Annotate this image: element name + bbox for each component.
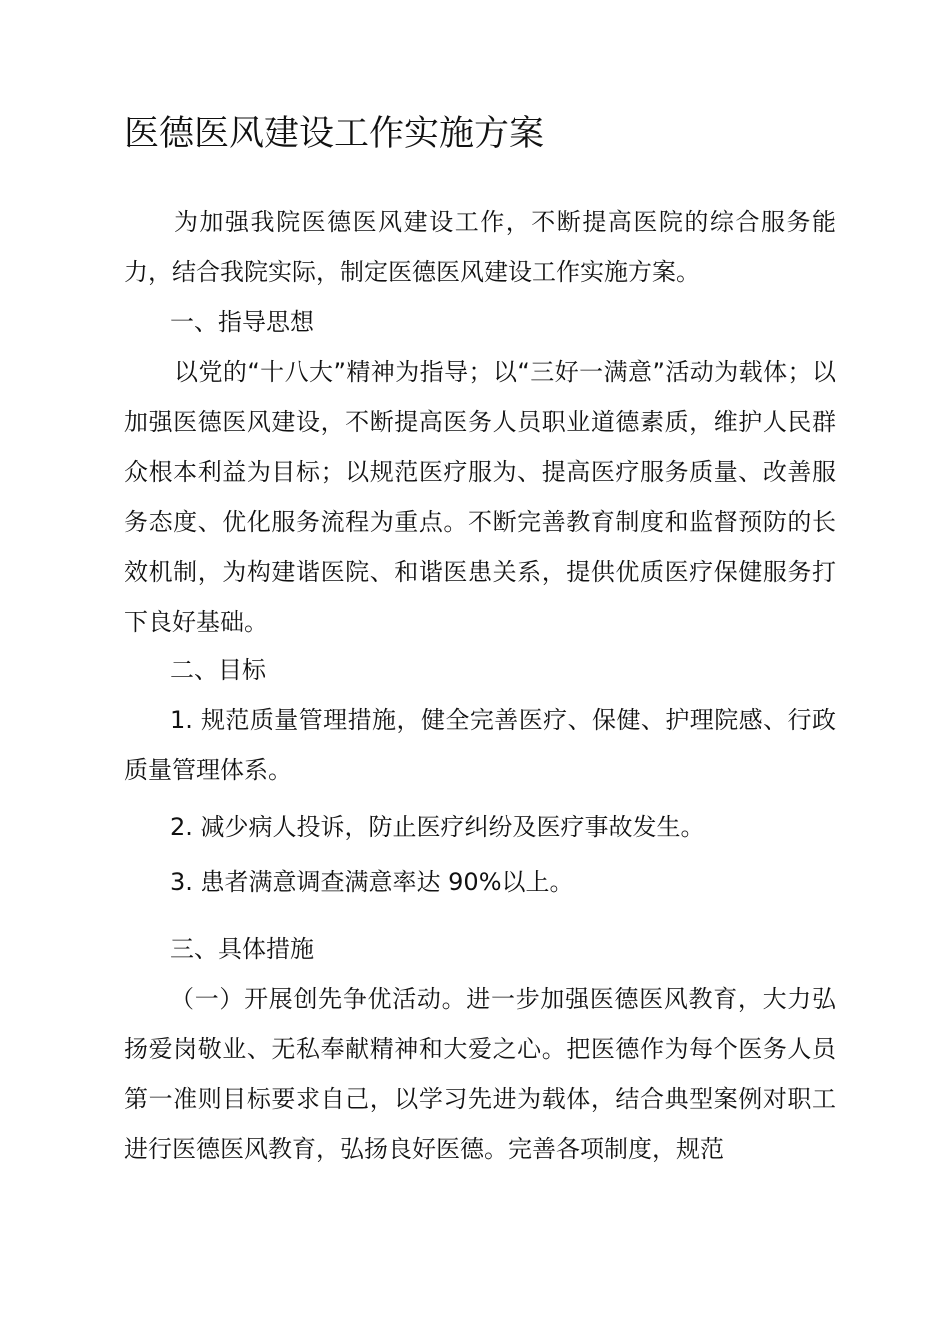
goal-item-3: 3. 患者满意调查满意率达 90%以上。 xyxy=(170,868,574,896)
section-heading-goals: 二、目标 xyxy=(170,656,266,684)
guiding-ideology-paragraph: 以党的“十八大”精神为指导；以“三好一满意”活动为载体；以加强医德医风建设，不断提高医务人员职业道德素质，维护人民群众根本利益为目标；以规范医疗服为、提高医疗服务质量、改善服务态度、优化服务流程为重点。不断完善教育制度和监督预防的长效机制，为构建谐医院、和谐医患关系，提供优质医疗保健服务打下良好基础。 xyxy=(124,358,836,636)
measures-paragraph: （一）开展创先争优活动。进一步加强医德医风教育，大力弘扬爱岗敬业、无私奉献精神和大爱之心。把医德作为每个医务人员第一准则目标要求自己，以学习先进为载体，结合典型案例对职工进行医德医风教育，弘扬良好医德。完善各项制度，规范 xyxy=(124,985,836,1163)
document-title: 医德医风建设工作实施方案 xyxy=(124,114,545,154)
intro-paragraph: 为加强我院医德医风建设工作，不断提高医院的综合服务能力，结合我院实际，制定医德医风建设工作实施方案。 xyxy=(124,208,836,286)
section-heading-measures: 三、具体措施 xyxy=(170,935,314,963)
goal-item-1: 1. 规范质量管理措施，健全完善医疗、保健、护理院感、行政质量管理体系。 xyxy=(124,706,836,784)
section-heading-guiding-ideology: 一、指导思想 xyxy=(170,308,314,336)
goal-item-2: 2. 减少病人投诉，防止医疗纠纷及医疗事故发生。 xyxy=(170,813,705,841)
